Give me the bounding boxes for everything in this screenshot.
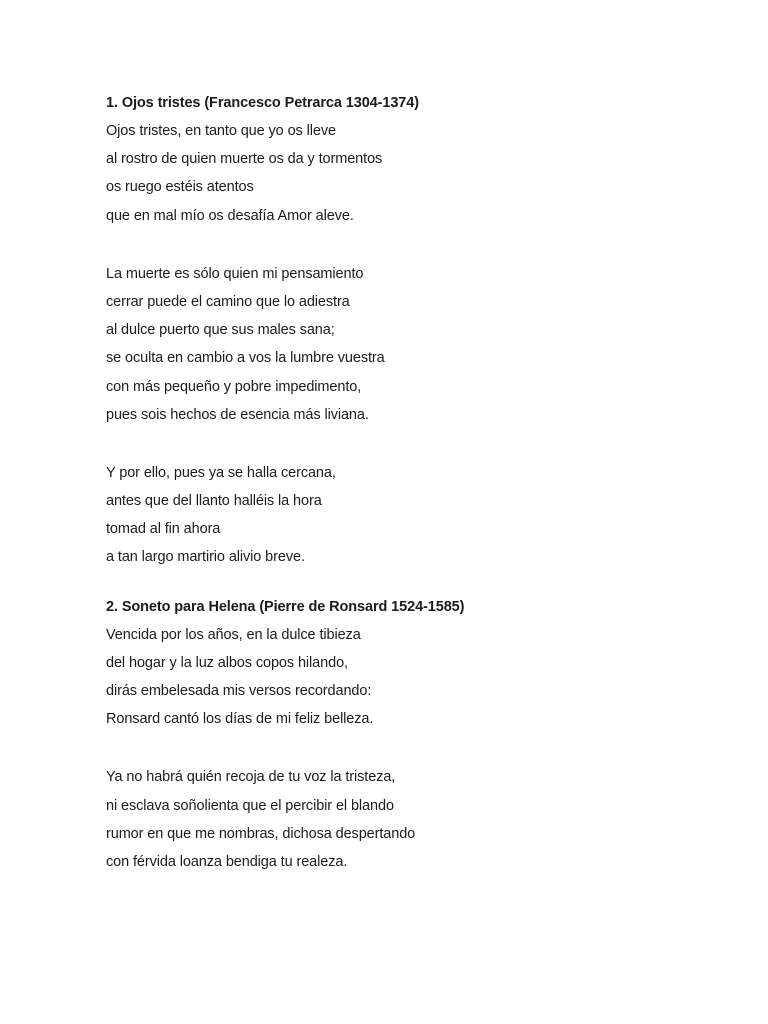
stanza <box>106 621 746 734</box>
verse-line: rumor en que me nombras, dichosa despertando <box>106 825 416 842</box>
verse-line: que en mal mío os desafía Amor aleve. <box>106 207 354 224</box>
verse-line: La muerte es sólo quien mi pensamiento <box>106 265 364 282</box>
verse-line: pues sois hechos de esencia más liviana. <box>106 406 369 423</box>
verse-line: tomad al fin ahora <box>106 521 221 538</box>
verse-line: Y por ello, pues ya se halla cercana, <box>106 464 336 481</box>
verse-line: se oculta en cambio a vos la lumbre vuestra <box>106 350 385 367</box>
verse-line: os ruego estéis atentos <box>106 179 254 196</box>
verse-line: Ya no habrá quién recoja de tu voz la tristeza, <box>106 769 396 786</box>
verse-line: cerrar puede el camino que lo adiestra <box>106 293 350 310</box>
verse-line: con férvida loanza bendiga tu realeza. <box>106 853 348 870</box>
stanza <box>106 260 746 429</box>
verse-line: Vencida por los años, en la dulce tibieza <box>106 626 361 643</box>
verse-line: Ojos tristes, en tanto que yo os lleve <box>106 123 336 139</box>
verse-line: a tan largo martirio alivio breve. <box>106 549 305 566</box>
poem-title: 2. Soneto para Helena (Pierre de Ronsard 1524-1585) <box>106 598 465 615</box>
verse-line: al dulce puerto que sus males sana; <box>106 322 335 339</box>
stanza <box>106 117 746 230</box>
verse-line: Ronsard cantó los días de mi feliz belleza. <box>106 711 374 728</box>
poem-1 <box>106 89 746 572</box>
verse-line: del hogar y la luz albos copos hilando, <box>106 654 348 671</box>
verse-line: antes que del llanto halléis la hora <box>106 493 322 510</box>
poem-2 <box>106 593 746 877</box>
verse-line: dirás embelesada mis versos recordando: <box>106 683 372 699</box>
stanza <box>106 763 746 876</box>
document-page <box>106 89 746 876</box>
poem-title: 1. Ojos tristes (Francesco Petrarca 1304-1374) <box>106 95 419 111</box>
verse-line: ni esclava soñolienta que el percibir el blando <box>106 797 394 814</box>
stanza <box>106 459 746 572</box>
verse-line: al rostro de quien muerte os da y tormentos <box>106 151 383 168</box>
verse-line: con más pequeño y pobre impedimento, <box>106 378 362 395</box>
